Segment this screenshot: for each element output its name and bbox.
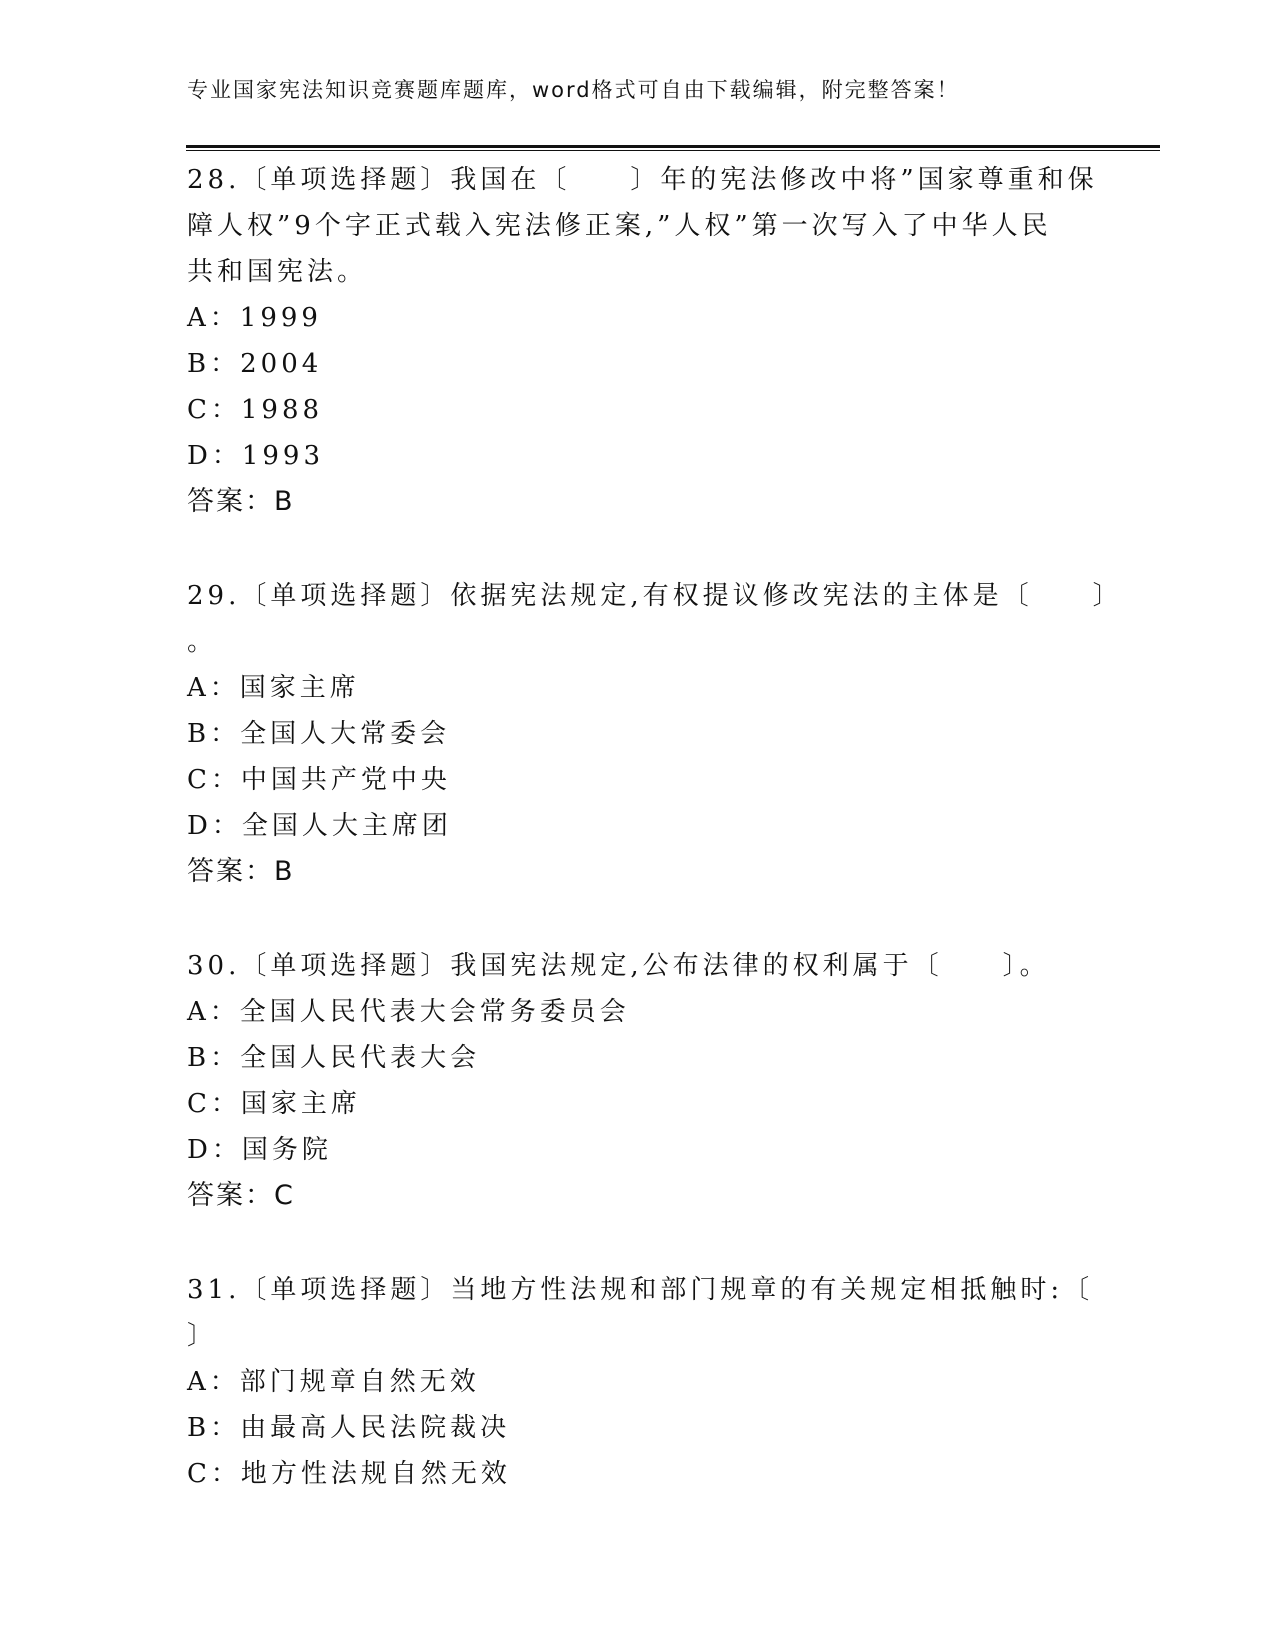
question-text-line: 〕 <box>187 1321 218 1351</box>
question-text-line: 31.〔单项选择题〕当地方性法规和部门规章的有关规定相抵触时:〔 <box>187 1275 1094 1305</box>
answer: 答案：B <box>187 856 295 887</box>
option-d: D：国务院 <box>187 1135 332 1165</box>
option-d: D：1993 <box>187 441 325 471</box>
option-a: A：国家主席 <box>187 673 360 703</box>
question-text-line: 28.〔单项选择题〕我国在〔 〕年的宪法修改中将”国家尊重和保 <box>187 165 1098 195</box>
option-c: C：中国共产党中央 <box>187 765 451 795</box>
option-c: C：国家主席 <box>187 1089 361 1119</box>
option-d: D：全国人大主席团 <box>187 811 452 841</box>
question-text-line: 共和国宪法。 <box>187 257 368 287</box>
option-b: B：全国人民代表大会 <box>187 1043 481 1073</box>
option-b: B：全国人大常委会 <box>187 719 451 749</box>
option-b: B：由最高人民法院裁决 <box>187 1413 511 1443</box>
option-c: C：地方性法规自然无效 <box>187 1459 511 1489</box>
question-text-line: 30.〔单项选择题〕我国宪法规定,公布法律的权利属于〔 〕。 <box>187 951 1050 981</box>
option-a: A：全国人民代表大会常务委员会 <box>187 997 630 1027</box>
document-header-note: 专业国家宪法知识竞赛题库题库，word格式可自由下载编辑，附完整答案！ <box>187 78 960 102</box>
question-30 <box>187 943 1087 1219</box>
question-28 <box>187 157 1098 525</box>
option-a: A：部门规章自然无效 <box>187 1367 480 1397</box>
question-29 <box>187 573 1123 895</box>
question-text-line: 障人权”9个字正式载入宪法修正案,”人权”第一次写入了中华人民 <box>187 211 1052 241</box>
answer: 答案：B <box>187 486 295 517</box>
answer: 答案：C <box>187 1180 295 1211</box>
header-rule-thin <box>186 150 1160 151</box>
question-text-line: 29.〔单项选择题〕依据宪法规定,有权提议修改宪法的主体是〔 〕 <box>187 581 1123 611</box>
question-text-line: 。 <box>187 627 218 657</box>
option-a: A：1999 <box>187 303 322 333</box>
header-rule-thick <box>186 145 1160 148</box>
question-31 <box>187 1267 1094 1497</box>
question-list <box>187 157 1123 1545</box>
option-c: C：1988 <box>187 395 324 425</box>
option-b: B：2004 <box>187 349 323 379</box>
